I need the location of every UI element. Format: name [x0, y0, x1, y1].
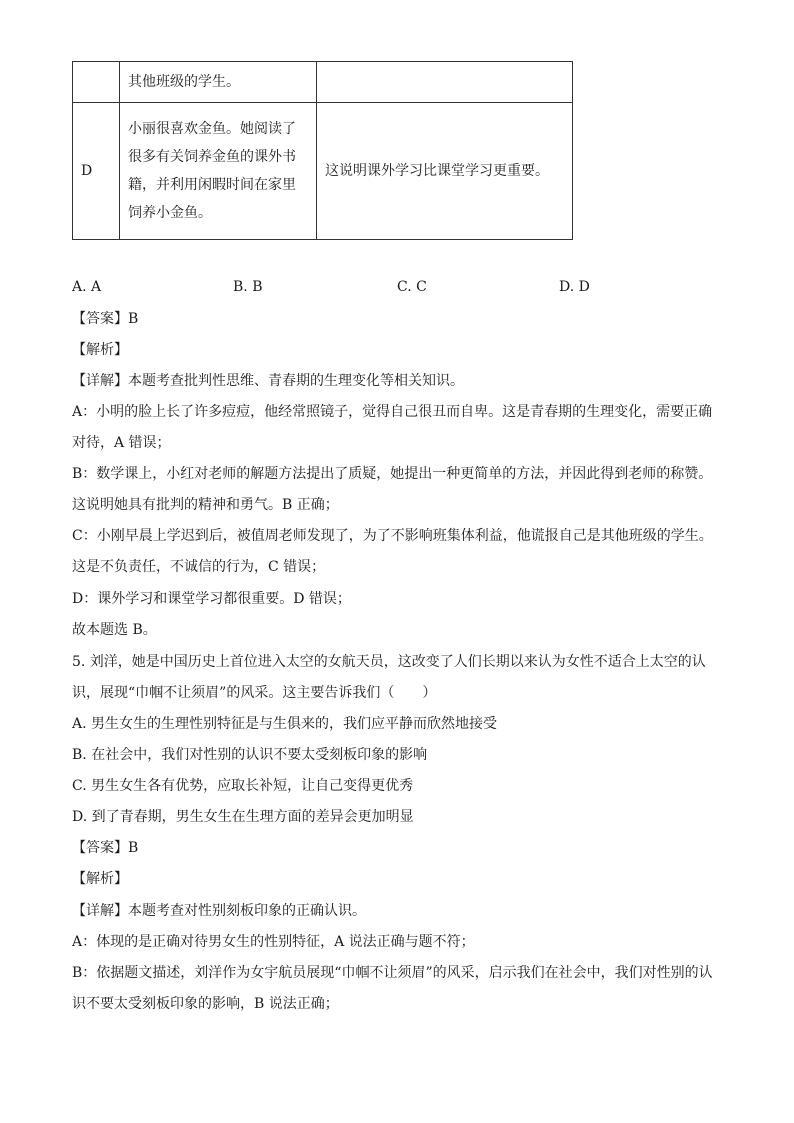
q4-analysis-line: A：小明的脸上长了许多痘痘，他经常照镜子，觉得自己很丑而自卑。这是青春期的生理变化，需要正确 — [72, 404, 713, 420]
q5-analysis-line: 识不要太受刻板印象的影响，B 说法正确； — [72, 996, 339, 1012]
q4-analysis-line: 对待，A 错误； — [72, 435, 171, 451]
answer-table — [72, 61, 573, 240]
table-cell-label: D — [73, 103, 120, 240]
q5-analysis-line: 【详解】本题考查对性别刻板印象的正确认识。 — [72, 903, 366, 919]
q4-analysis-line: 【详解】本题考查批判性思维、青春期的生理变化等相关知识。 — [72, 373, 464, 389]
table-cell-content: 其他班级的学生。 — [120, 62, 317, 103]
choice-b: B. B — [233, 279, 263, 295]
q5-analysis-title: 【解析】 — [72, 871, 128, 887]
q5-option-a: A. 男生女生的生理性别特征是与生俱来的，我们应平静而欣然地接受 — [72, 716, 498, 732]
q4-choices — [72, 277, 722, 297]
table-row — [73, 103, 573, 240]
cell-line: 很多有关饲养金鱼的课外书 — [128, 149, 296, 165]
table-cell-comment — [317, 62, 573, 103]
q5-option-b: B. 在社会中，我们对性别的认识不要太受刻板印象的影响 — [72, 747, 428, 763]
q4-analysis-line: C：小刚早晨上学迟到后，被值周老师发现了，为了不影响班集体利益，他谎报自己是其他班级的学生。 — [72, 528, 713, 544]
table-cell-content — [120, 103, 317, 240]
q4-analysis-line: 这是不负责任，不诚信的行为，C 错误； — [72, 559, 326, 575]
q5-stem-line: 识，展现“巾帼不让须眉”的风采。这主要告诉我们（ ） — [72, 685, 437, 701]
q4-analysis-title: 【解析】 — [72, 342, 128, 358]
table-cell-label — [73, 62, 120, 103]
q4-analysis-line: 这说明她具有批判的精神和勇气。B 正确； — [72, 497, 339, 513]
cell-line: 籍，并利用闲暇时间在家里 — [128, 177, 296, 193]
q4-conclusion: 故本题选 B。 — [72, 622, 157, 638]
choice-c: C. C — [397, 279, 427, 295]
q5-option-d: D. 到了青春期，男生女生在生理方面的差异会更加明显 — [72, 809, 414, 825]
q5-option-c: C. 男生女生各有优势，应取长补短，让自己变得更优秀 — [72, 778, 414, 794]
q5-analysis-line: A：体现的是正确对待男女生的性别特征，A 说法正确与题不符； — [72, 934, 475, 950]
q4-answer: 【答案】B — [72, 311, 139, 327]
q4-analysis-line: B：数学课上，小红对老师的解题方法提出了质疑，她提出一种更简单的方法，并因此得到老师的称赞。 — [72, 466, 713, 482]
table-cell-comment: 这说明课外学习比课堂学习更重要。 — [317, 103, 573, 240]
q5-analysis-line: B：依据题文描述，刘洋作为女宇航员展现“巾帼不让须眉”的风采，启示我们在社会中，我们对性别的认 — [72, 965, 713, 981]
q4-analysis-line: D：课外学习和课堂学习都很重要。D 错误； — [72, 591, 351, 607]
cell-line: 小丽很喜欢金鱼。她阅读了 — [128, 121, 296, 137]
table-row — [73, 62, 573, 103]
cell-line: 饲养小金鱼。 — [128, 205, 212, 221]
choice-d: D. D — [559, 279, 590, 295]
choice-a: A. A — [72, 279, 102, 295]
q5-stem-line: 5. 刘洋，她是中国历史上首位进入太空的女航天员，这改变了人们长期以来认为女性不适合上太空的认 — [72, 654, 706, 670]
q5-answer: 【答案】B — [72, 840, 139, 856]
